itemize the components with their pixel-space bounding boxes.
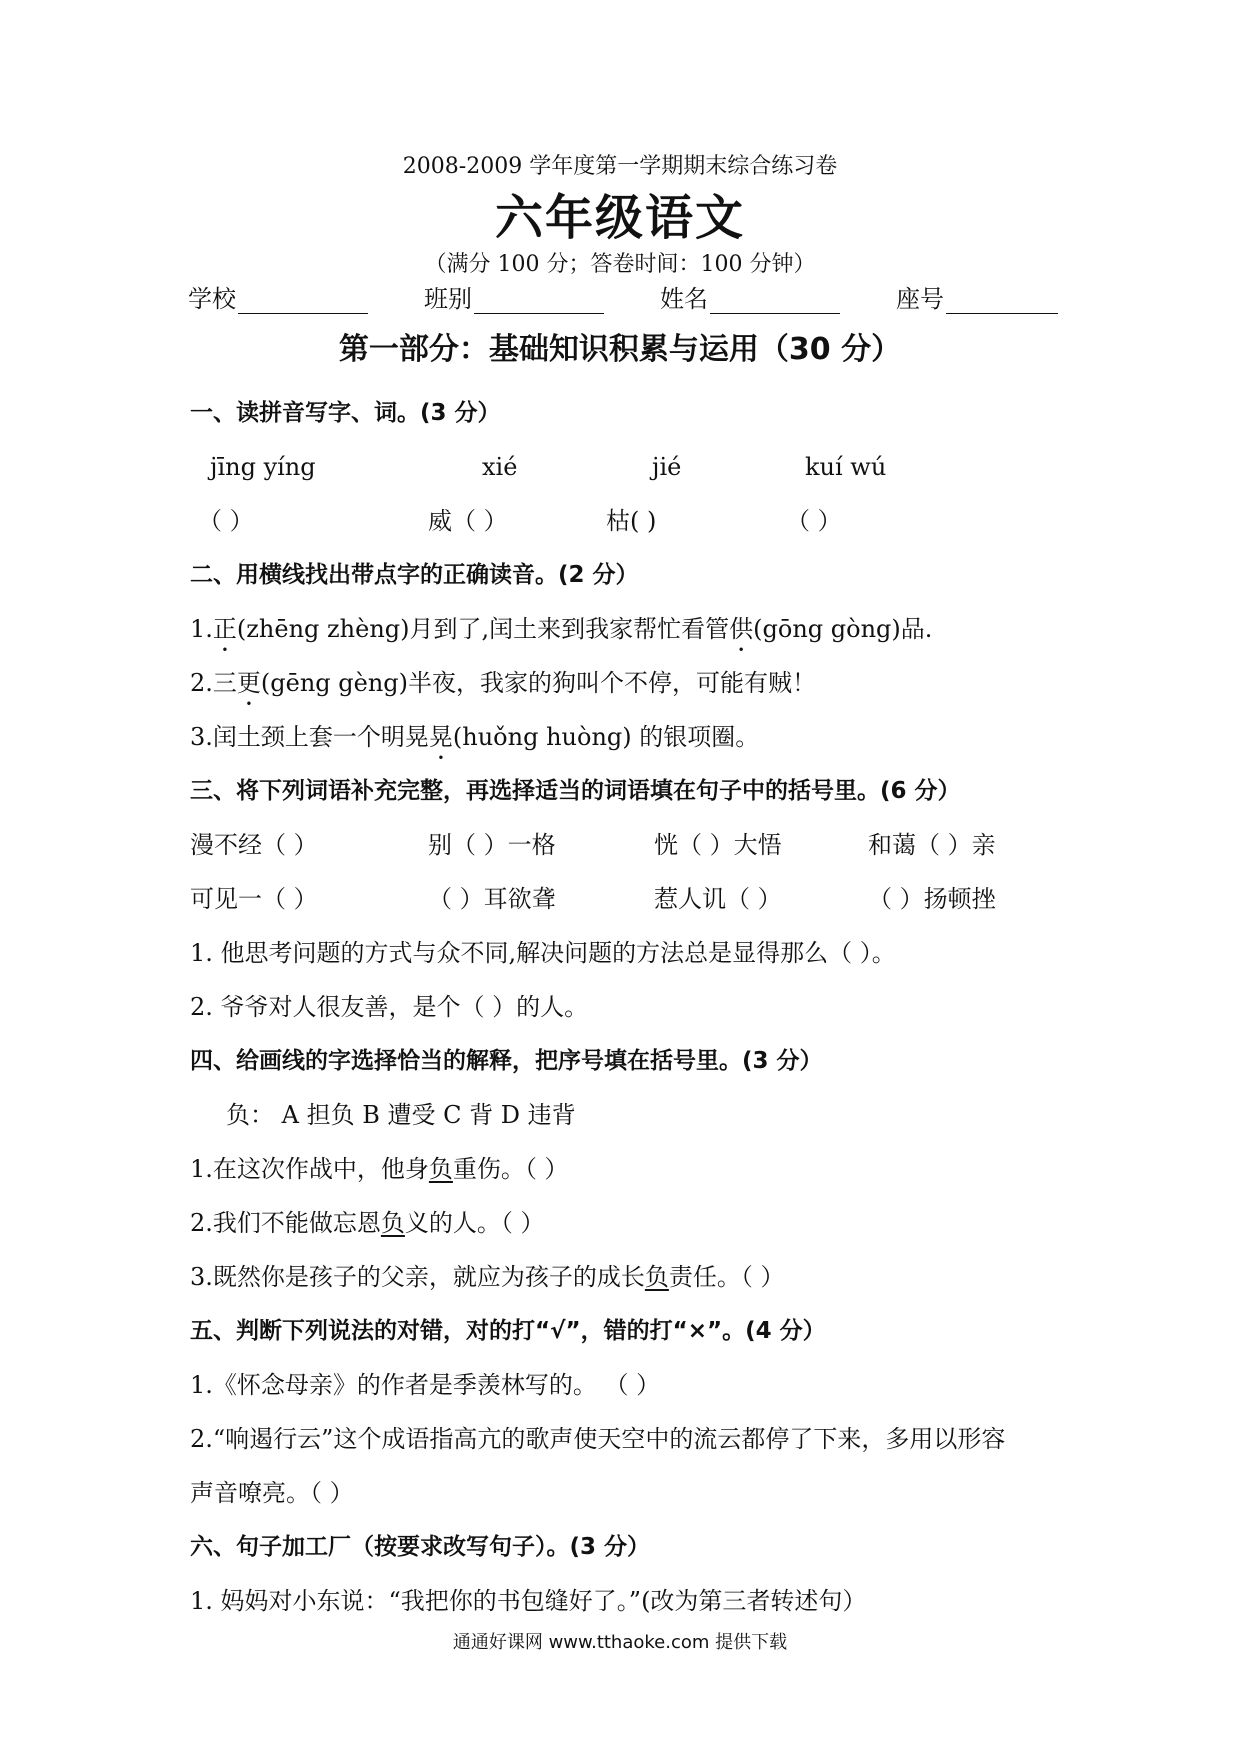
sec4-q1 [190, 1154, 569, 1184]
sec2-q1-text: (zhēng zhèng)月到了,闰土来到我家帮忙看管 [236, 615, 730, 643]
idiom-4[interactable]: 和蔼（ ）亲 [868, 831, 996, 859]
exam-title: 六年级语文 [494, 190, 745, 246]
page-footer: 通通好课网 www.tthaoke.com 提供下载 [452, 1632, 788, 1653]
school-blank[interactable] [238, 287, 368, 314]
pinyin-4: kuí wú [805, 453, 887, 481]
sec5-q2-line1: 2.“响遏行云”这个成语指高亢的歌声使天空中的流云都停了下来，多用以形容 [190, 1425, 1006, 1453]
sec4-options: 负： A 担负 B 遭受 C 背 D 违背 [226, 1101, 576, 1129]
exam-subtitle: 2008-2009 学年度第一学期期末综合练习卷 [402, 154, 838, 179]
sec4-heading: 四、给画线的字选择恰当的解释，把序号填在括号里。(3 分） [190, 1048, 823, 1074]
sec5-heading: 五、判断下列说法的对错，对的打“√”，错的打“×”。(4 分） [190, 1318, 826, 1344]
sec4-q1-text: 1.在这次作战中，他身 [190, 1155, 429, 1183]
school-label: 学校 [188, 285, 236, 313]
sec3-heading: 三、将下列词语补充完整，再选择适当的词语填在句子中的括号里。(6 分） [190, 778, 961, 804]
score-note: （满分 100 分；答卷时间：100 分钟） [424, 252, 816, 277]
sec2-q2-text: (gēng gèng)半夜，我家的狗叫个不停，可能有贼！ [260, 669, 817, 697]
dotted-char: 供 [729, 615, 754, 643]
answer-blank-2[interactable]: 威（ ） [428, 507, 508, 535]
class-blank[interactable] [474, 287, 604, 314]
sec4-q3-tail[interactable]: 责任。（ ） [668, 1263, 785, 1291]
sec5-q2-line2: 声音嘹亮。（ ） [190, 1479, 354, 1507]
sec4-q2-tail[interactable]: 义的人。（ ） [404, 1209, 545, 1237]
seat-label: 座号 [896, 285, 944, 313]
pinyin-2: xié [482, 453, 518, 481]
sec2-q1-number: 1. [190, 615, 213, 643]
dotted-char: 晃 [428, 723, 453, 751]
idiom-3[interactable]: 恍（ ）大悟 [654, 831, 782, 859]
sec2-q3-text: 3.闰土颈上套一个明晃 [190, 723, 429, 751]
pinyin-3: jié [652, 453, 682, 481]
dotted-char: 正 [212, 615, 237, 643]
part1-heading: 第一部分：基础知识积累与运用（30 分） [338, 332, 902, 367]
sec2-q2 [190, 668, 816, 711]
idiom-8[interactable]: （ ）扬顿挫 [868, 885, 996, 913]
underlined-char: 负 [644, 1263, 669, 1291]
sec2-q1 [190, 614, 932, 657]
sec6-q1: 1. 妈妈对小东说：“我把你的书包缝好了。”(改为第三者转述句） [190, 1587, 867, 1615]
sec2-heading: 二、用横线找出带点字的正确读音。(2 分） [190, 562, 639, 588]
sec2-q3-tail: (huǒng huòng) 的银项圈。 [452, 723, 760, 751]
name-field[interactable] [660, 282, 840, 314]
sec2-q3 [190, 722, 759, 765]
idiom-6[interactable]: （ ）耳欲聋 [428, 885, 556, 913]
sec4-q2 [190, 1208, 545, 1238]
underlined-char: 负 [380, 1209, 405, 1237]
name-blank[interactable] [710, 287, 840, 314]
idiom-7[interactable]: 惹人讥（ ） [654, 885, 782, 913]
sec6-heading: 六、句子加工厂（按要求改写句子）。(3 分） [190, 1534, 651, 1560]
student-info-row [188, 282, 1058, 314]
class-label: 班别 [424, 285, 472, 313]
answer-blank-1[interactable]: （ ） [198, 507, 254, 535]
idiom-5[interactable]: 可见一（ ） [190, 885, 318, 913]
sec4-q3 [190, 1262, 785, 1292]
sec3-q1: 1. 他思考问题的方式与众不同,解决问题的方法总是显得那么（ ）。 [190, 939, 896, 967]
sec4-q1-tail[interactable]: 重伤。（ ） [452, 1155, 569, 1183]
class-field[interactable] [424, 282, 604, 314]
dotted-char: 更 [236, 669, 261, 697]
idiom-2[interactable]: 别（ ）一格 [428, 831, 556, 859]
sec4-q2-text: 2.我们不能做忘恩 [190, 1209, 381, 1237]
sec2-q2-number: 2.三 [190, 669, 237, 697]
idiom-1[interactable]: 漫不经（ ） [190, 831, 318, 859]
seat-blank[interactable] [946, 287, 1058, 314]
seat-field[interactable] [896, 282, 1058, 314]
pinyin-1: jīng yíng [210, 453, 316, 481]
underlined-char: 负 [428, 1155, 453, 1183]
sec3-q2: 2. 爷爷对人很友善，是个（ ）的人。 [190, 993, 589, 1021]
sec4-q3-text: 3.既然你是孩子的父亲，就应为孩子的成长 [190, 1263, 645, 1291]
sec2-q1-tail: (gōng gòng)品. [753, 615, 933, 643]
sec5-q1: 1.《怀念母亲》的作者是季羡林写的。 （ ） [190, 1371, 661, 1399]
name-label: 姓名 [660, 285, 708, 313]
answer-blank-4[interactable]: （ ） [786, 507, 842, 535]
sec1-heading: 一、读拼音写字、词。(3 分） [190, 400, 501, 426]
school-field[interactable] [188, 282, 368, 314]
answer-blank-3[interactable]: 枯( ) [606, 507, 657, 535]
